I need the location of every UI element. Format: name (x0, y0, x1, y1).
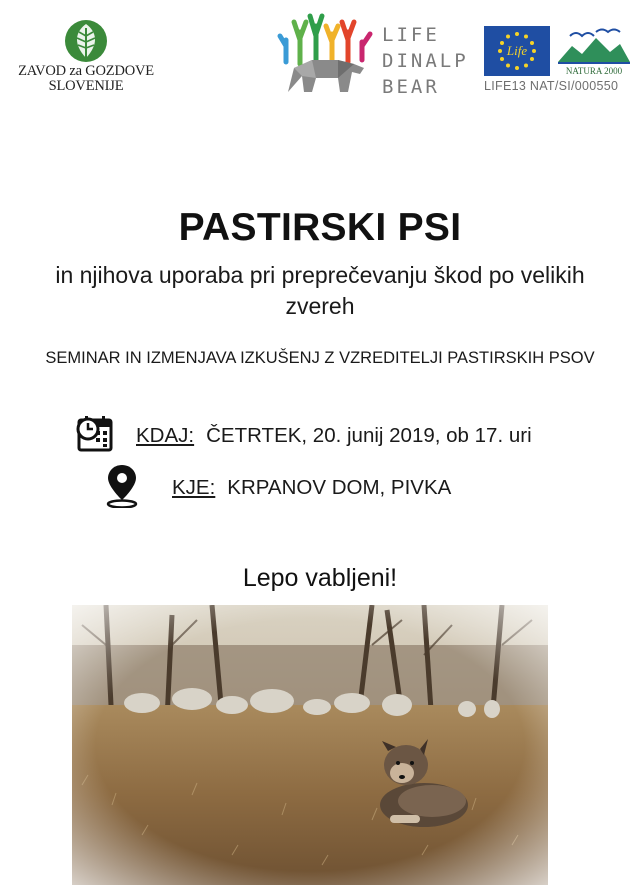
natura-2000-text: NATURA 2000 (565, 66, 623, 76)
event-where-row (104, 462, 451, 514)
page-subtitle: in njihova uporaba pri preprečevanju škod po velikih zvereh (55, 262, 585, 319)
life-dinalp-bear-logo (276, 12, 476, 102)
project-code: LIFE13 NAT/SI/000550 (484, 79, 619, 93)
where-label: KJE: (172, 476, 216, 499)
event-when-row (76, 414, 532, 458)
map-pin-icon (104, 462, 140, 514)
welcome-text: Lepo vabljeni! (242, 564, 398, 592)
zgs-name-line2: SLOVENIJE (48, 78, 124, 94)
hands-bear-icon (276, 12, 376, 100)
eu-life-flag-icon (484, 26, 550, 76)
eu-life-text: Life (506, 43, 528, 58)
where-value: KRPANOV DOM, PIVKA (227, 476, 452, 499)
calendar-clock-icon (76, 414, 114, 458)
natura-2000-icon (556, 24, 632, 76)
tree-leaf-icon (61, 18, 111, 64)
when-label: KDAJ: (136, 424, 195, 447)
shepherd-puppy-photo (72, 605, 548, 885)
when-value: ČETRTEK, 20. junij 2019, ob 17. uri (206, 424, 532, 447)
life-word: LIFE (382, 24, 440, 46)
bear-word: BEAR (382, 76, 440, 98)
page-title: PASTIRSKI PSI (178, 206, 462, 249)
dinalp-word: DINALP (382, 50, 469, 72)
seminar-heading: SEMINAR IN IZMENJAVA IZKUŠENJ Z VZREDITELJI PASTIRSKIH PSOV (45, 349, 595, 367)
eu-logos (484, 26, 634, 98)
zgs-name-line1: ZAVOD za GOZDOVE (18, 63, 154, 79)
life-dinalp-bear-text (382, 22, 469, 100)
zgs-logo (6, 18, 166, 94)
